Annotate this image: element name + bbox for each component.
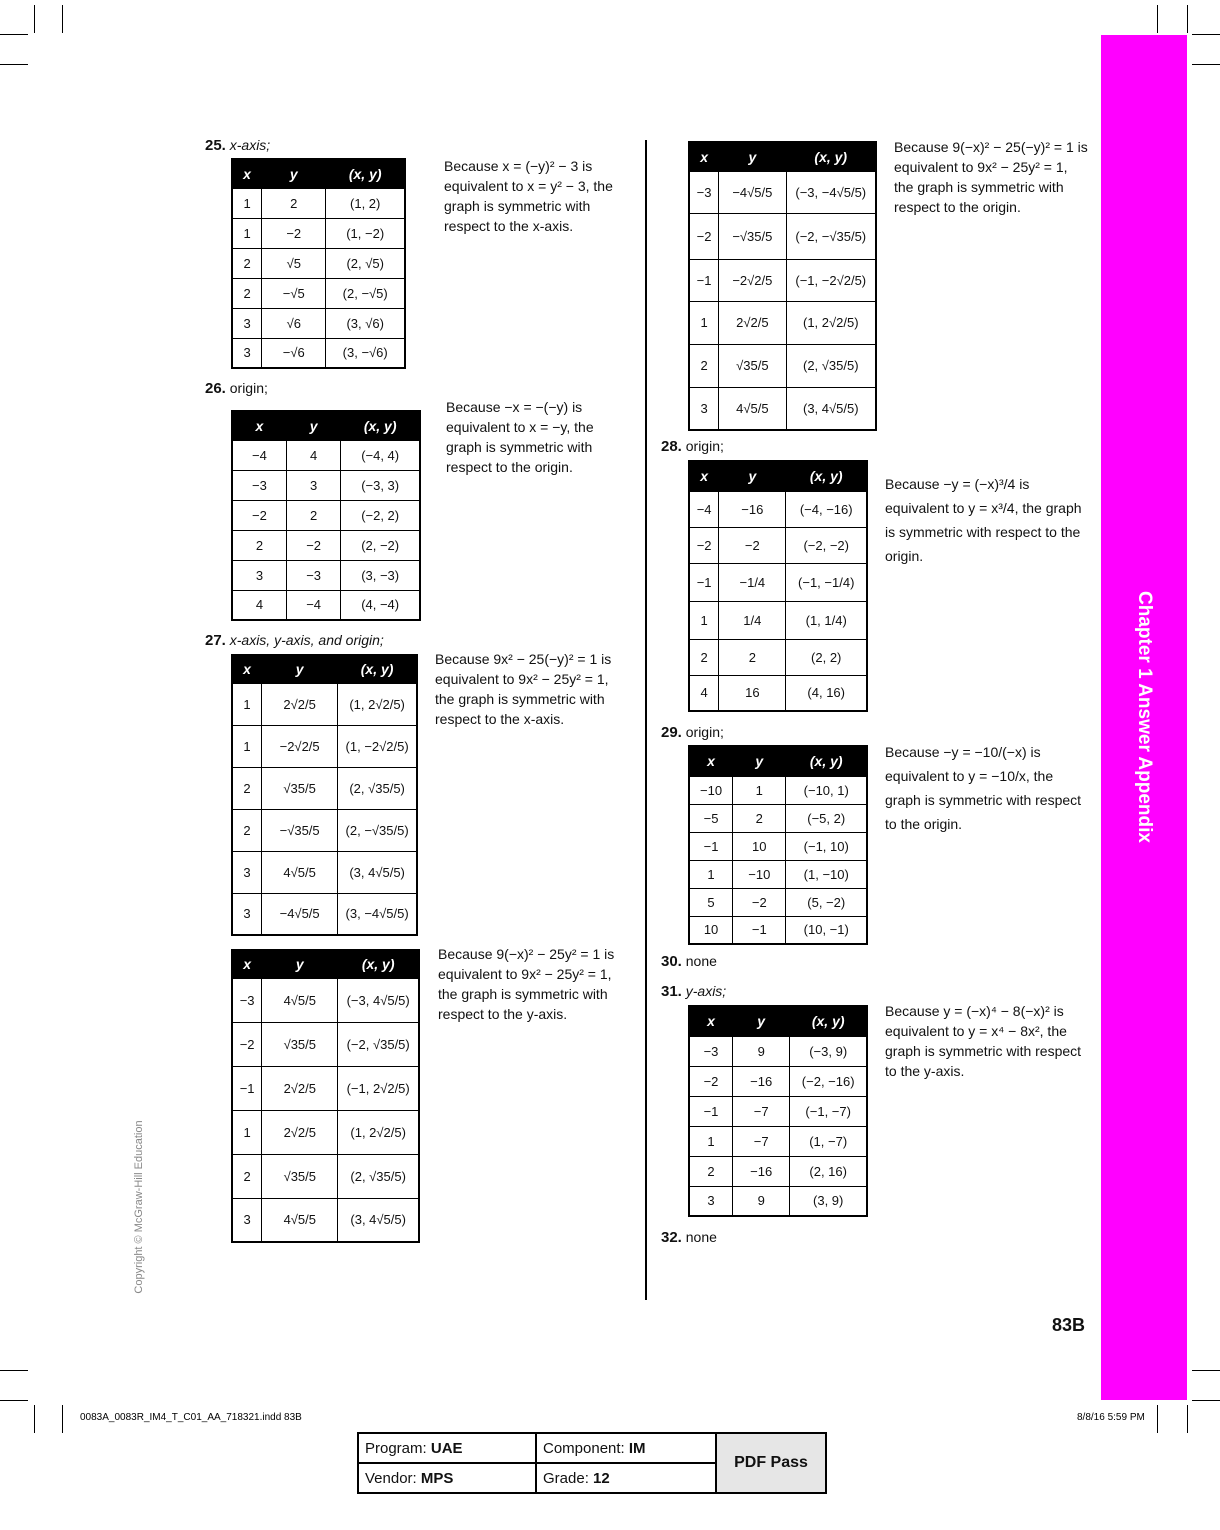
table-row [689,259,876,301]
header-y: y [733,746,786,776]
program-label: Program: [365,1439,427,1457]
vendor-cell [358,1463,536,1493]
table-row [232,1198,419,1242]
cell: 2√2/5 [262,1110,338,1154]
cell: (−1, −1/4) [786,563,867,601]
header-x: x [689,142,719,171]
table-row [232,470,420,500]
q29-explanation: Because −y = −10/(−x) is equivalent to y = −10/x, the graph is symmetric with respect to the origin. [885,744,1082,832]
table-row [689,832,867,860]
cell: 1 [733,776,786,804]
info-box [357,1432,827,1494]
table-row [689,776,867,804]
header-x: x [689,746,733,776]
cell: −3 [689,1036,733,1066]
header-x: x [232,950,262,978]
q27-table-origin [688,141,877,431]
q25-number: 25. [205,137,226,154]
q31-explanation: Because y = (−x)⁴ − 8(−x)² is equivalent to y = x⁴ − 8x², the graph is symmetric with respect to the y-axis. [885,1003,1082,1079]
crop-mark [62,5,63,33]
q29-number: 29. [661,724,682,741]
header-y: y [719,142,786,171]
q29-table [688,745,868,945]
cell: 2√2/5 [719,301,786,344]
cell: (2, −√35/5) [338,809,417,851]
slug-file: 0083A_0083R_IM4_T_C01_AA_718321.indd 83B [80,1412,302,1423]
cell: (1, −10) [786,860,867,888]
cell: −2 [719,527,786,563]
component-label: Component: [543,1439,625,1457]
table-row [232,218,405,248]
cell: −1 [689,832,733,860]
cell: −3 [232,470,286,500]
cell: 4√5/5 [719,387,786,430]
q31-number: 31. [661,983,682,1000]
q27-explanation-x-axis: Because 9x² − 25(−y)² = 1 is equivalent to 9x² − 25y² = 1, the graph is symmetric with respect to the x-axis. [435,651,612,727]
table-row [689,860,867,888]
q32-number: 32. [661,1229,682,1246]
component-value: IM [628,1439,646,1457]
cell: 9 [733,1186,790,1216]
table-row [232,338,405,368]
q31-table [688,1005,868,1217]
cell: −3 [232,978,262,1022]
cell: 2√2/5 [262,1066,338,1110]
cell: 16 [719,675,786,711]
cell: 2 [232,248,262,278]
table-row [689,1096,867,1126]
header-xy: (x, y) [786,461,867,491]
cell: (−5, 2) [786,804,867,832]
vendor-value: MPS [420,1469,454,1487]
q25-label: x-axis; [229,137,271,153]
cell: −√5 [262,278,326,308]
cell: −1 [689,563,719,601]
header-xy: (x, y) [786,746,867,776]
cell: √35/5 [262,767,338,809]
crop-mark [1187,1405,1188,1433]
cell: (−1, −2√2/5) [786,259,876,301]
q27-table-x-axis [231,654,418,936]
cell: (−1, −7) [790,1096,867,1126]
cell: 1 [232,683,262,725]
slug-date: 8/8/16 5:59 PM [1077,1412,1145,1423]
cell: −1 [733,916,786,944]
q31-heading [661,983,726,1000]
program-value: UAE [430,1439,463,1457]
table-row [232,1154,419,1198]
cell: (3, √6) [326,308,405,338]
header-y: y [262,159,326,188]
cell: (4, 16) [786,675,867,711]
cell: (2, 16) [790,1156,867,1186]
cell: 1 [232,725,262,767]
table-row [689,1066,867,1096]
table-row [689,1156,867,1186]
cell: −2 [262,218,326,248]
q27-explanation-y-axis: Because 9(−x)² − 25y² = 1 is equivalent to 9x² − 25y² = 1, the graph is symmetric with respect to the y-axis. [438,946,615,1022]
crop-mark [0,1400,28,1401]
cell: −√35/5 [262,809,338,851]
q27-heading [205,632,384,649]
vendor-label: Vendor: [365,1469,417,1487]
cell: (1, −2) [326,218,405,248]
table-row [689,916,867,944]
crop-mark [0,1370,28,1371]
cell: −1 [232,1066,262,1110]
table-row [232,590,420,620]
crop-mark [1187,5,1188,33]
cell: 3 [286,470,340,500]
header-y: y [286,411,340,440]
cell: −2 [689,1066,733,1096]
cell: 4 [286,440,340,470]
table-row [689,491,867,527]
cell: (−4, 4) [341,440,420,470]
cell: (−3, 4√5/5) [338,978,419,1022]
header-x: x [689,461,719,491]
header-y: y [719,461,786,491]
cell: √6 [262,308,326,338]
header-xy: (x, y) [326,159,405,188]
cell: (−2, −√35/5) [786,213,876,259]
cell: 2 [286,500,340,530]
cell: 4 [689,675,719,711]
cell: 2 [733,804,786,832]
cell: (3, 4√5/5) [786,387,876,430]
crop-mark [1192,1370,1220,1371]
table-row [689,563,867,601]
q27-table-y-axis [231,949,420,1243]
cell: (1, 1/4) [786,601,867,639]
table-row [689,1036,867,1066]
table-row [689,171,876,213]
crop-mark [0,34,28,35]
cell: 1 [232,1110,262,1154]
cell: 4√5/5 [262,1198,338,1242]
cell: 3 [232,560,286,590]
cell: 2 [232,767,262,809]
header-y: y [733,1006,790,1036]
grade-cell [536,1463,716,1493]
cell: 3 [232,851,262,893]
column-divider [645,140,647,1300]
q26-heading [205,380,268,397]
cell: −16 [733,1156,790,1186]
table-row [689,888,867,916]
header-xy: (x, y) [338,655,417,683]
cell: 3 [689,1186,733,1216]
cell: (10, −1) [786,916,867,944]
cell: 2√2/5 [262,683,338,725]
cell: −4 [286,590,340,620]
cell: 2 [689,344,719,387]
cell: −3 [689,171,719,213]
cell: −4√5/5 [719,171,786,213]
table-row [689,387,876,430]
grade-value: 12 [593,1469,610,1487]
cell: −2 [232,1022,262,1066]
cell: 1 [689,1126,733,1156]
copyright-notice: Copyright © McGraw-Hill Education [133,1120,145,1294]
cell: (2, √5) [326,248,405,278]
table-row [232,440,420,470]
header-xy: (x, y) [786,142,876,171]
cell: 2 [719,639,786,675]
cell: 4√5/5 [262,978,338,1022]
crop-mark [62,1405,63,1433]
cell: −2 [733,888,786,916]
q26-label: origin; [229,380,268,396]
cell: 2 [232,530,286,560]
cell: −2 [286,530,340,560]
q28-table [688,460,868,712]
q29-label: origin; [685,724,724,740]
cell: (2, −√5) [326,278,405,308]
table-row [689,639,867,675]
cell: 1 [689,601,719,639]
program-cell [358,1433,536,1463]
cell: −2 [689,527,719,563]
cell: (1, 2√2/5) [786,301,876,344]
cell: 1 [689,301,719,344]
q25-table [231,158,406,369]
cell: (2, √35/5) [786,344,876,387]
q32-label: none [685,1229,717,1245]
crop-mark [34,1405,35,1433]
cell: −7 [733,1126,790,1156]
table-row [232,851,417,893]
cell: (1, 2√2/5) [338,1110,419,1154]
cell: 10 [733,832,786,860]
cell: 5 [689,888,733,916]
cell: −7 [733,1096,790,1126]
table-row [232,560,420,590]
q30-number: 30. [661,953,682,970]
q32-heading [661,1229,717,1246]
q28-explanation: Because −y = (−x)³/4 is equivalent to y = x³/4, the graph is symmetric with respect to the origin. [885,476,1082,564]
cell: −2√2/5 [719,259,786,301]
table-row [232,278,405,308]
cell: −5 [689,804,733,832]
table-row [689,1186,867,1216]
cell: −4 [232,440,286,470]
q27-explanation-origin: Because 9(−x)² − 25(−y)² = 1 is equivalent to 9x² − 25y² = 1, the graph is symmetric with respect to the origin. [894,139,1088,215]
cell: (3, −4√5/5) [338,893,417,935]
cell: 4 [232,590,286,620]
cell: −2√2/5 [262,725,338,767]
cell: (−10, 1) [786,776,867,804]
cell: −1/4 [719,563,786,601]
cell: (−2, √35/5) [338,1022,419,1066]
q26-table [231,410,421,621]
q28-label: origin; [685,438,724,454]
table-row [232,188,405,218]
table-row [232,893,417,935]
q28-number: 28. [661,438,682,455]
cell: −10 [689,776,733,804]
crop-mark [1157,1405,1158,1433]
header-y: y [262,655,338,683]
q30-heading [661,953,717,970]
crop-mark [1192,34,1220,35]
table-row [689,344,876,387]
cell: (1, −2√2/5) [338,725,417,767]
cell: (1, −7) [790,1126,867,1156]
crop-mark [1192,1400,1220,1401]
q25-explanation: Because x = (−y)² − 3 is equivalent to x = y² − 3, the graph is symmetric with respect to the x-axis. [444,158,613,234]
cell: −1 [689,259,719,301]
table-row [689,213,876,259]
cell: 4√5/5 [262,851,338,893]
cell: √35/5 [262,1154,338,1198]
cell: (−1, 2√2/5) [338,1066,419,1110]
cell: (−1, 10) [786,832,867,860]
table-row [232,530,420,560]
table-row [689,601,867,639]
cell: (2, √35/5) [338,1154,419,1198]
cell: (−2, −2) [786,527,867,563]
table-row [232,683,417,725]
cell: −4√5/5 [262,893,338,935]
header-xy: (x, y) [341,411,420,440]
table-row [232,725,417,767]
q26-explanation: Because −x = −(−y) is equivalent to x = −y, the graph is symmetric with respect to the origin. [446,399,594,475]
cell: (3, −√6) [326,338,405,368]
cell: (−2, −16) [790,1066,867,1096]
q30-label: none [685,953,717,969]
q26-number: 26. [205,380,226,397]
pdf-pass-badge: PDF Pass [716,1433,826,1493]
cell: (2, √35/5) [338,767,417,809]
cell: −4 [689,491,719,527]
cell: −√35/5 [719,213,786,259]
cell: −1 [689,1096,733,1126]
cell: 9 [733,1036,790,1066]
cell: (−3, −4√5/5) [786,171,876,213]
page-number: 83B [1052,1315,1086,1335]
q25-heading [205,137,270,154]
table-row [232,1066,419,1110]
cell: 3 [232,893,262,935]
cell: 2 [262,188,326,218]
table-row [232,1110,419,1154]
table-row [689,1126,867,1156]
cell: (5, −2) [786,888,867,916]
crop-mark [34,5,35,33]
cell: √35/5 [719,344,786,387]
crop-mark [0,64,28,65]
q27-number: 27. [205,632,226,649]
cell: (3, −3) [341,560,420,590]
chapter-side-tab-label: Chapter 1 Answer Appendix [1134,591,1155,843]
crop-mark [1192,64,1220,65]
cell: √5 [262,248,326,278]
table-row [232,248,405,278]
table-row [232,767,417,809]
table-row [232,809,417,851]
crop-mark [1157,5,1158,33]
cell: 1 [232,188,262,218]
header-x: x [232,655,262,683]
header-xy: (x, y) [338,950,419,978]
cell: 1 [232,218,262,248]
cell: (3, 9) [790,1186,867,1216]
cell: −2 [232,500,286,530]
cell: 1/4 [719,601,786,639]
cell: (2, 2) [786,639,867,675]
q27-label: x-axis, y-axis, and origin; [229,632,384,648]
cell: 1 [689,860,733,888]
cell: 2 [232,1154,262,1198]
cell: −2 [689,213,719,259]
cell: 3 [232,338,262,368]
table-row [232,1022,419,1066]
cell: −16 [719,491,786,527]
table-row [232,978,419,1022]
header-xy: (x, y) [790,1006,867,1036]
cell: (4, −4) [341,590,420,620]
q29-heading [661,724,724,741]
cell: 2 [689,639,719,675]
cell: 2 [232,278,262,308]
q31-label: y-axis; [685,983,727,999]
component-cell [536,1433,716,1463]
grade-label: Grade: [543,1469,589,1487]
cell: 3 [689,387,719,430]
cell: (1, 2) [326,188,405,218]
table-row [689,804,867,832]
cell: (−3, 9) [790,1036,867,1066]
header-y: y [262,950,338,978]
cell: 2 [232,809,262,851]
table-row [689,527,867,563]
q28-heading [661,438,724,455]
cell: √35/5 [262,1022,338,1066]
cell: (3, 4√5/5) [338,851,417,893]
cell: (−2, 2) [341,500,420,530]
cell: −3 [286,560,340,590]
cell: 2 [689,1156,733,1186]
header-x: x [689,1006,733,1036]
cell: −√6 [262,338,326,368]
table-row [232,500,420,530]
table-row [232,308,405,338]
cell: (3, 4√5/5) [338,1198,419,1242]
table-row [689,675,867,711]
header-x: x [232,411,286,440]
cell: (−3, 3) [341,470,420,500]
cell: 3 [232,1198,262,1242]
table-row [689,301,876,344]
cell: −16 [733,1066,790,1096]
cell: 10 [689,916,733,944]
cell: (2, −2) [341,530,420,560]
cell: 3 [232,308,262,338]
header-x: x [232,159,262,188]
cell: −10 [733,860,786,888]
cell: (−4, −16) [786,491,867,527]
cell: (1, 2√2/5) [338,683,417,725]
